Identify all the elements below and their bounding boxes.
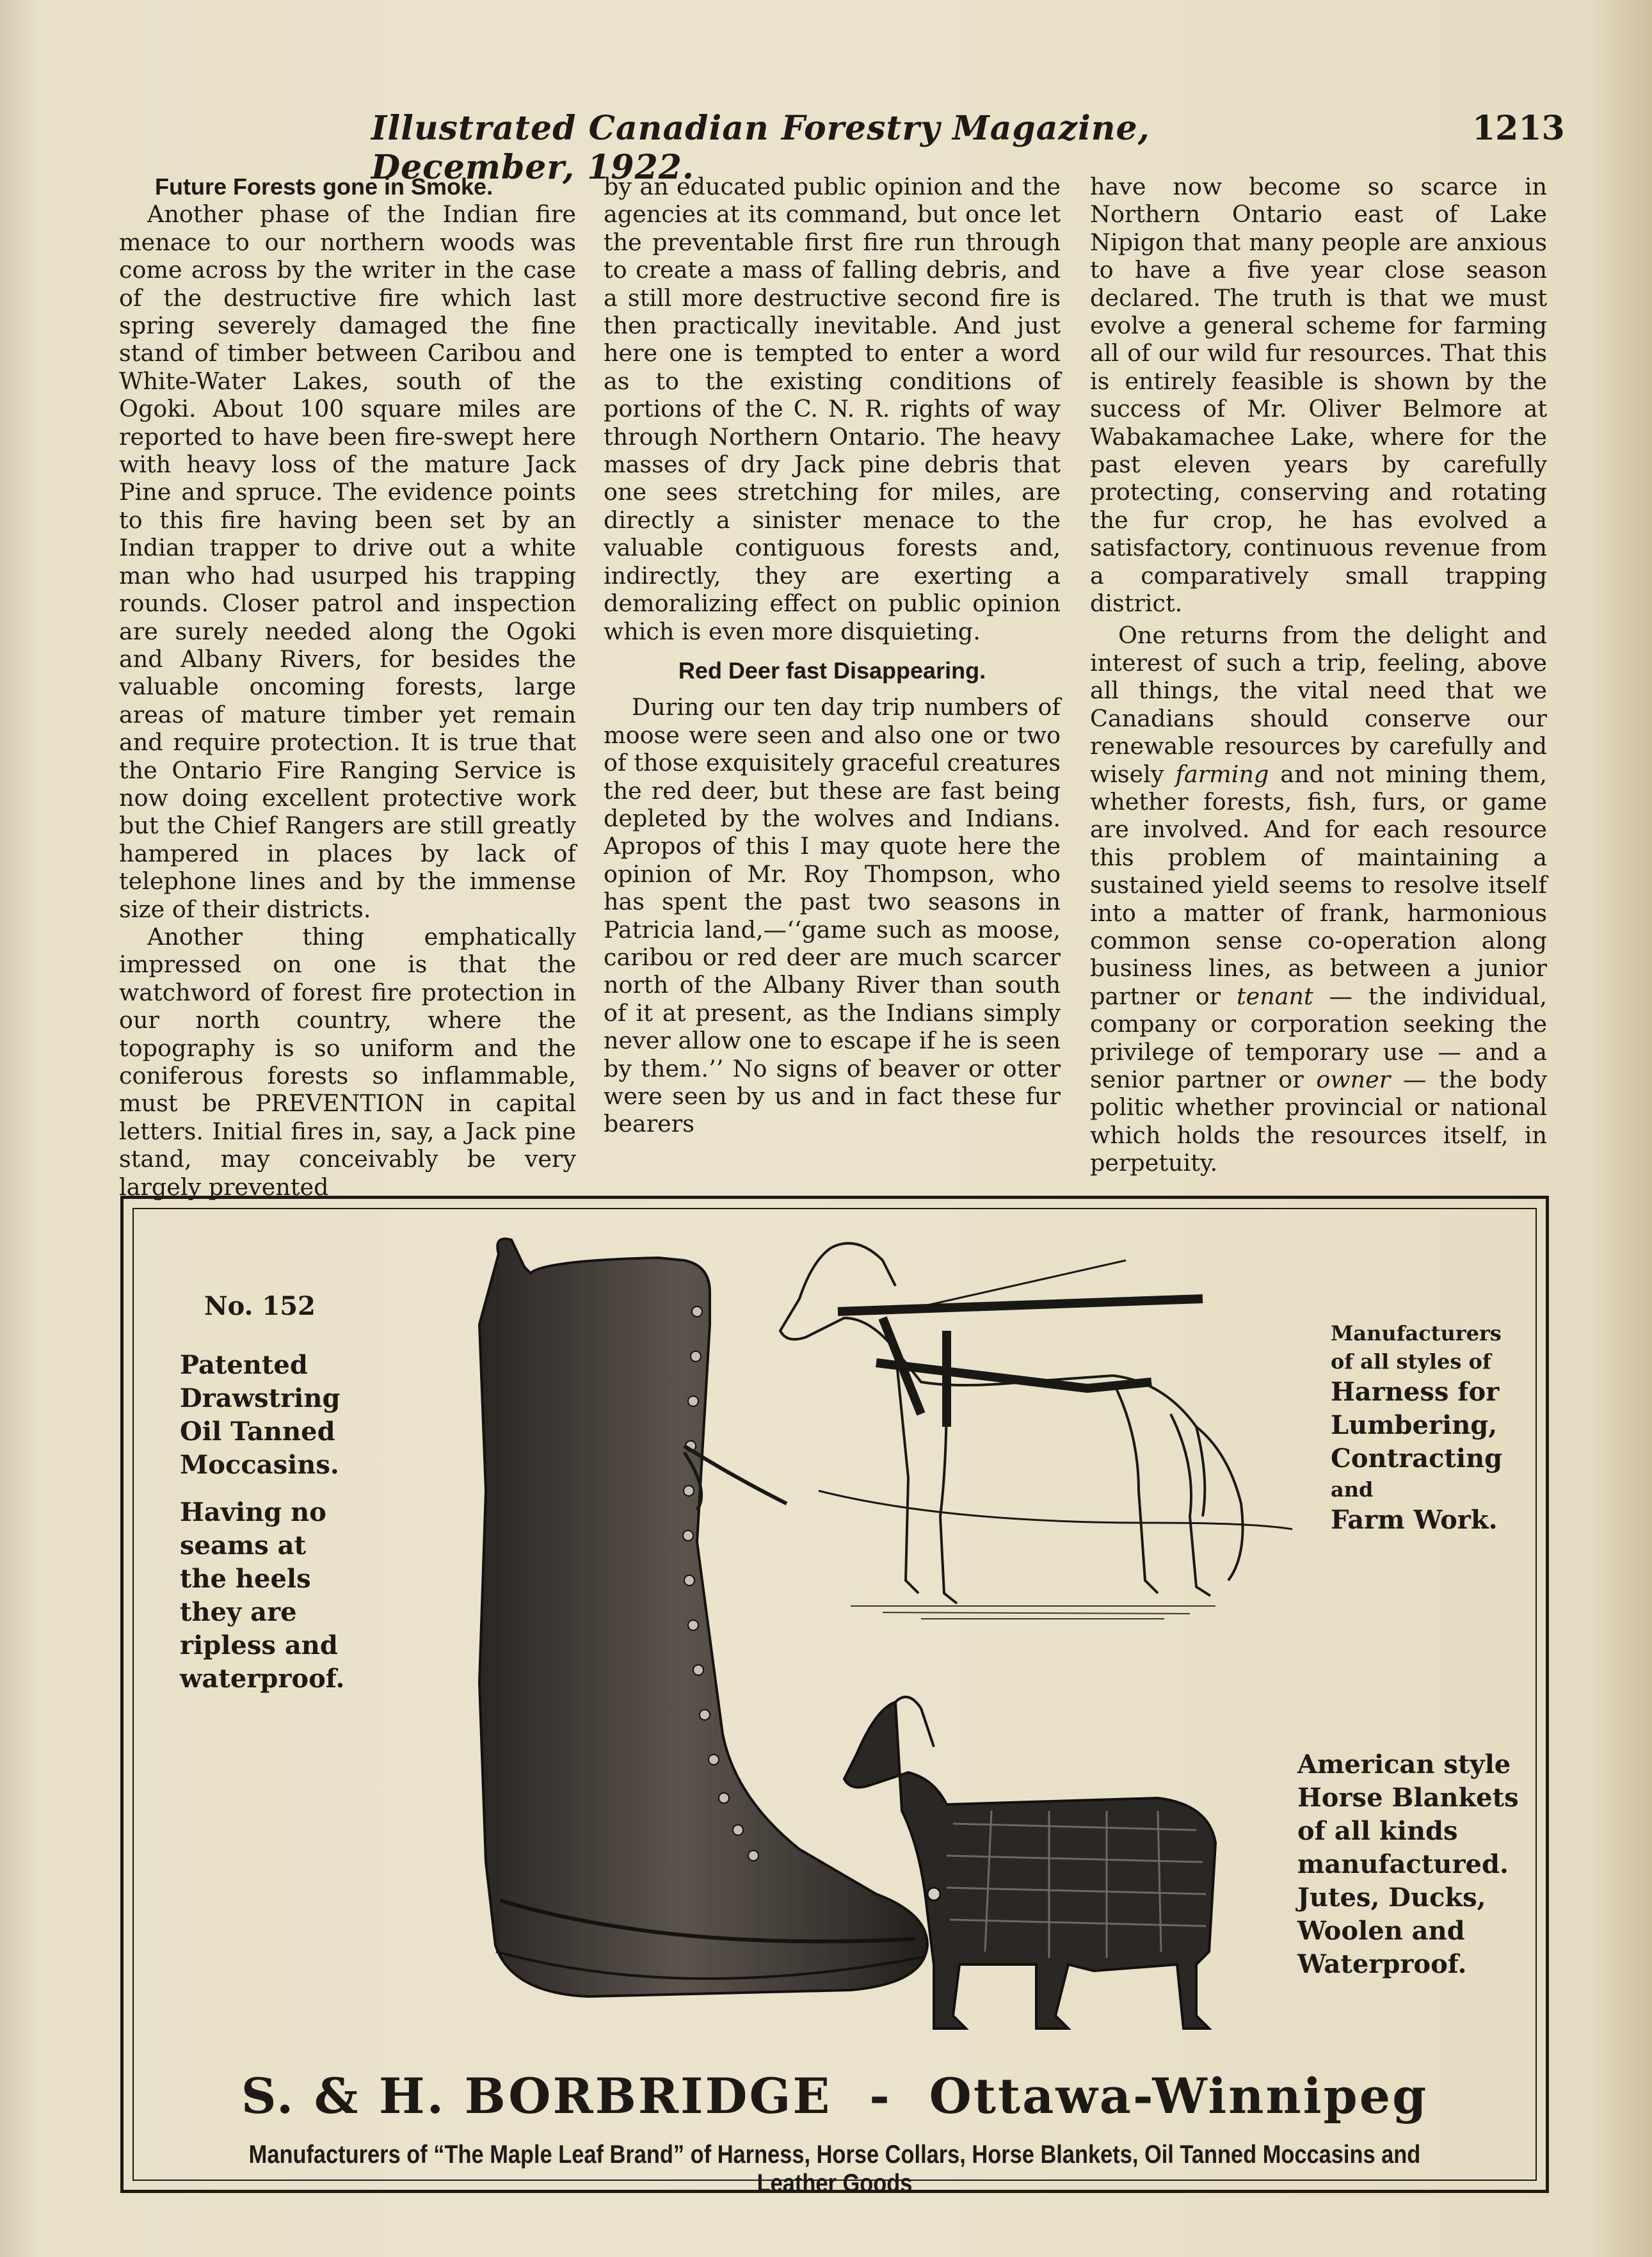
section-heading-future-forests: Future Forests gone in Smoke. xyxy=(155,173,493,200)
section-heading-red-deer: Red Deer fast Disappearing. xyxy=(678,657,986,684)
advertisement-box xyxy=(120,1196,1549,2197)
paragraph: One returns from the delight and interest of such a trip, feeling, above all things, the vital need that we Canadians should conserve our renewable resources by carefully and wisely farming and not mining them, whether forests, fish, furs, or game are involved. And for each resource this problem of maintaining a sustained yield seems to resolve itself into a matter of frank, harmonious common sense co-operation along business lines, as between a junior partner or tenant — the individual, company or corporation seeking the privilege of temporary use — and a senior partner or owner — the body politic whether provincial or national which holds the resources itself, in perpetuity. xyxy=(1090,621,1547,1177)
ad-moccasin-description: Having no seams at the heels they are ripless and waterproof. xyxy=(180,1497,345,1694)
article-column-2 xyxy=(604,173,1061,1138)
ad-blanket-text: American style Horse Blankets of all kinds manufactured. Jutes, Ducks, Woolen and Waterproof. xyxy=(1297,1749,1519,1979)
ad-firm-name: S. & H. BORBRIDGE - Ottawa-Winnipeg xyxy=(241,2068,1429,2124)
ad-tagline: Manufacturers of “The Maple Leaf Brand” of Harness, Horse Collars, Horse Blankets, Oil Tanned Moccasins and Leather Goods xyxy=(248,2141,1421,2197)
ad-harness-text: Manufacturers of all styles of Harness for Lumbering, Contracting and Farm Work. xyxy=(1331,1321,1503,1535)
harnessed-horse-illustration xyxy=(755,1222,1318,1632)
running-header: Illustrated Canadian Forestry Magazine, December, 1922. xyxy=(371,109,1150,187)
paragraph: Another thing emphatically impressed on one is that the watchword of forest fire protection in our north country, where the topography is so uniform and the coniferous forests so inflammable, must be PREVENTION in capital letters. Initial fires in, say, a Jack pine stand, may conceivably be very largely prevented xyxy=(119,922,576,1201)
paragraph: During our ten day trip numbers of moose were seen and also one or two of those exquisitely graceful creatures the red deer, but these are fast being depleted by the wolves and Indians. Apropos of this I may quote here the opinion of Mr. Roy Thompson, who has spent the past two seasons in Patricia land,—‘‘game such as moose, caribou or red deer are much scarcer north of the Albany River than south of it at present, as the Indians simply never allow one to escape if he is seen by them.’’ No signs of beaver or otter were seen by us and in fact these fur bearers xyxy=(604,693,1061,1138)
ad-item-number: No. 152 xyxy=(204,1291,316,1321)
advertisement-inner-border xyxy=(132,1208,1537,2197)
paragraph: by an educated public opinion and the agencies at its command, but once let the preventable first fire run through to create a mass of falling debris, and a still more destructive second fire is then practically inevitable. And just here one is tempted to enter a word as to the existing conditions of portions of the C. N. R. rights of way through Northern Ontario. The heavy masses of dry Jack pine debris that one sees stretching for miles, are directly a sinister menace to the valuable contiguous forests and, indirectly, they are exerting a demoralizing effect on public opinion which is even more disquieting. xyxy=(604,173,1061,645)
paragraph: Another phase of the Indian fire menace to our northern woods was come across by the writer in the case of the destructive fire which last spring severely damaged the fine stand of timber between Caribou and White-Water Lakes, south of the Ogoki. About 100 square miles are reported to have been fire-swept here with heavy loss of the mature Jack Pine and spruce. The evidence points to this fire having been set by an Indian trapper to drive out a white man who had usurped his trapping rounds. Closer patrol and inspection are surely needed along the Ogoki and Albany Rivers, for besides the valuable oncoming forests, large areas of mature timber yet remain and require protection. It is true that the Ontario Fire Ranging Service is now doing excellent protective work but the Chief Rangers are still greatly hampered in places by lack of telephone lines and by the immense size of their districts. xyxy=(119,200,576,923)
paragraph: have now become so scarce in Northern Ontario east of Lake Nipigon that many people are anxious to have a five year close season declared. The truth is that we must evolve a general scheme for farming all of our wild fur resources. That this is entirely feasible is shown by the success of Mr. Oliver Belmore at Wabakamachee Lake, where for the past eleven years by carefully protecting, conserving and rotating the fur crop, he has evolved a satisfactory, continuous revenue from a comparatively small trapping district. xyxy=(1090,173,1547,618)
blanketed-horse-illustration xyxy=(838,1683,1247,2048)
article-column-3 xyxy=(1090,173,1547,1177)
ad-moccasin-title: Patented Drawstring Oil Tanned Moccasins. xyxy=(180,1350,341,1480)
article-column-1 xyxy=(119,173,576,1201)
page-number: 1213 xyxy=(1472,109,1565,148)
